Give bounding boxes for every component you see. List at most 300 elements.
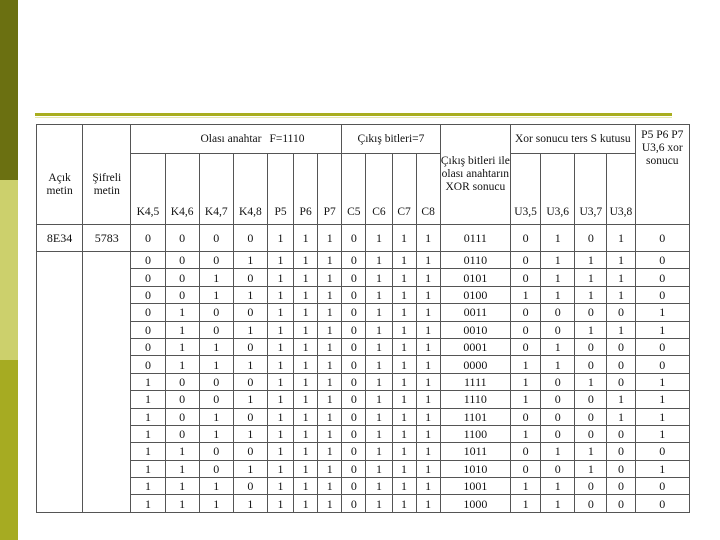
cell-empty (37, 356, 83, 373)
cell-c: 1 (392, 460, 416, 477)
cell-c: 1 (392, 443, 416, 460)
column-header: K4,5 (131, 154, 165, 225)
cell-k: 1 (131, 495, 165, 512)
cell-u: 1 (541, 252, 575, 269)
cell-xor: 1100 (440, 425, 510, 442)
cell-empty (83, 495, 131, 512)
sidebar-bar-light (0, 180, 18, 360)
cell-k: 1 (131, 443, 165, 460)
cell-c: 1 (366, 391, 392, 408)
cell-k: 1 (233, 425, 267, 442)
cell-p: 1 (294, 408, 318, 425)
cell-k: 1 (165, 443, 199, 460)
cell-c: 0 (342, 338, 366, 355)
cell-u: 1 (541, 225, 575, 252)
cell-p: 1 (267, 460, 293, 477)
cell-u: 1 (541, 478, 575, 495)
cell-c: 1 (416, 356, 440, 373)
cell-c: 0 (342, 391, 366, 408)
cell-p: 1 (318, 495, 342, 512)
cell-p: 1 (294, 478, 318, 495)
cell-u: 0 (575, 495, 607, 512)
cell-c: 1 (416, 408, 440, 425)
cell-c: 0 (342, 408, 366, 425)
cell-xor: 1010 (440, 460, 510, 477)
cell-empty (37, 286, 83, 303)
cell-k: 1 (233, 391, 267, 408)
cell-result: 1 (635, 373, 689, 390)
column-header: C7 (392, 154, 416, 225)
column-header: P6 (294, 154, 318, 225)
cell-u: 1 (607, 252, 635, 269)
cell-k: 0 (233, 443, 267, 460)
cell-u: 1 (541, 495, 575, 512)
cell-c: 0 (342, 478, 366, 495)
cell-k: 1 (165, 338, 199, 355)
sidebar-bar-mid (0, 360, 18, 540)
cell-result: 0 (635, 252, 689, 269)
cell-p: 1 (267, 304, 293, 321)
cell-p: 1 (294, 443, 318, 460)
column-header: C8 (416, 154, 440, 225)
cell-k: 0 (165, 286, 199, 303)
cell-c: 1 (416, 373, 440, 390)
cell-c: 1 (416, 269, 440, 286)
cell-c: 0 (342, 356, 366, 373)
cell-k: 1 (199, 408, 233, 425)
header-f-value: F=1110 (267, 125, 341, 154)
cell-u: 0 (541, 391, 575, 408)
cell-c: 0 (342, 286, 366, 303)
cell-empty (83, 304, 131, 321)
cell-k: 0 (165, 225, 199, 252)
cell-empty (37, 373, 83, 390)
cell-u: 1 (511, 391, 541, 408)
cell-p: 1 (294, 425, 318, 442)
cell-c: 1 (392, 286, 416, 303)
cell-p: 1 (267, 269, 293, 286)
cell-xor: 1011 (440, 443, 510, 460)
cell-u: 1 (575, 443, 607, 460)
cell-u: 1 (575, 269, 607, 286)
cell-c: 1 (366, 321, 392, 338)
cell-c: 1 (366, 460, 392, 477)
cell-empty (83, 269, 131, 286)
cell-k: 1 (165, 304, 199, 321)
cell-result: 1 (635, 391, 689, 408)
cell-u: 0 (607, 425, 635, 442)
cell-k: 1 (233, 460, 267, 477)
cell-c: 1 (366, 373, 392, 390)
cell-u: 0 (575, 338, 607, 355)
cell-p: 1 (267, 425, 293, 442)
cell-p: 1 (318, 338, 342, 355)
cell-u: 0 (607, 356, 635, 373)
cell-u: 0 (511, 321, 541, 338)
cell-k: 0 (199, 460, 233, 477)
cell-k: 0 (199, 443, 233, 460)
cell-k: 1 (199, 356, 233, 373)
table-row (37, 391, 690, 408)
cell-u: 0 (511, 269, 541, 286)
table-row (37, 425, 690, 442)
cell-p: 1 (294, 338, 318, 355)
cell-p: 1 (318, 269, 342, 286)
cell-result: 1 (635, 408, 689, 425)
cell-k: 1 (233, 495, 267, 512)
cell-p: 1 (267, 495, 293, 512)
cell-result: 0 (635, 338, 689, 355)
cell-u: 1 (511, 286, 541, 303)
column-header: U3,7 (575, 154, 607, 225)
cell-p: 1 (267, 478, 293, 495)
cell-result: 0 (635, 269, 689, 286)
cell-u: 1 (575, 460, 607, 477)
cell-c: 0 (342, 373, 366, 390)
cell-p: 1 (294, 269, 318, 286)
cell-c: 1 (416, 391, 440, 408)
cell-k: 1 (165, 460, 199, 477)
cell-u: 1 (575, 286, 607, 303)
cell-k: 0 (165, 408, 199, 425)
cell-xor: 1001 (440, 478, 510, 495)
cell-empty (83, 286, 131, 303)
cell-result: 0 (635, 225, 689, 252)
cell-c: 0 (342, 225, 366, 252)
cell-empty (37, 269, 83, 286)
cell-p: 1 (318, 478, 342, 495)
cell-xor: 0001 (440, 338, 510, 355)
column-header: P5 (267, 154, 293, 225)
cell-c: 1 (366, 495, 392, 512)
column-header: U3,8 (607, 154, 635, 225)
cell-empty (83, 252, 131, 269)
header-cikis-xor: Çıkış bitleri ile olası anahtarın XOR sonucu (440, 125, 510, 225)
column-header: K4,6 (165, 154, 199, 225)
cell-c: 1 (392, 391, 416, 408)
header-cikis-bitleri: Çıkış bitleri=7 (342, 125, 440, 154)
cell-empty (83, 356, 131, 373)
cell-p: 1 (294, 304, 318, 321)
table-row (37, 495, 690, 512)
cell-k: 0 (199, 252, 233, 269)
cell-k: 1 (131, 391, 165, 408)
cell-u: 1 (511, 495, 541, 512)
cell-c: 0 (342, 495, 366, 512)
cell-u: 0 (511, 408, 541, 425)
cell-p: 1 (318, 460, 342, 477)
table-row (37, 478, 690, 495)
cell-c: 1 (392, 304, 416, 321)
cell-u: 1 (511, 373, 541, 390)
cell-k: 0 (165, 269, 199, 286)
cell-p: 1 (294, 460, 318, 477)
table-row (37, 269, 690, 286)
sidebar-bar-dark (0, 0, 18, 180)
table-row (37, 304, 690, 321)
cell-u: 1 (511, 425, 541, 442)
cell-result: 0 (635, 286, 689, 303)
cell-k: 1 (233, 286, 267, 303)
cell-xor: 0111 (440, 225, 510, 252)
cell-k: 1 (199, 269, 233, 286)
cell-k: 0 (199, 321, 233, 338)
cell-k: 0 (165, 425, 199, 442)
cell-empty (83, 408, 131, 425)
cell-u: 0 (541, 425, 575, 442)
cell-k: 1 (199, 286, 233, 303)
cell-c: 1 (416, 225, 440, 252)
cell-xor: 0011 (440, 304, 510, 321)
cell-c: 1 (392, 425, 416, 442)
cell-empty (83, 391, 131, 408)
cell-c: 1 (416, 460, 440, 477)
cell-u: 1 (541, 286, 575, 303)
cell-u: 0 (541, 321, 575, 338)
cell-c: 1 (416, 252, 440, 269)
cell-empty (37, 338, 83, 355)
cell-c: 0 (342, 269, 366, 286)
cell-u: 0 (607, 443, 635, 460)
cell-u: 1 (511, 356, 541, 373)
cell-u: 0 (511, 252, 541, 269)
cell-k: 1 (165, 495, 199, 512)
cell-k: 0 (233, 338, 267, 355)
cell-u: 0 (541, 408, 575, 425)
cell-c: 1 (366, 269, 392, 286)
cell-c: 1 (366, 443, 392, 460)
cell-p: 1 (267, 252, 293, 269)
cell-p: 1 (267, 443, 293, 460)
cell-c: 1 (392, 269, 416, 286)
cell-p: 1 (318, 286, 342, 303)
table-row (37, 443, 690, 460)
cell-k: 1 (199, 338, 233, 355)
cell-u: 0 (511, 460, 541, 477)
cell-k: 1 (131, 425, 165, 442)
cell-u: 1 (541, 338, 575, 355)
cell-u: 1 (607, 321, 635, 338)
cell-p: 1 (294, 225, 318, 252)
cell-k: 1 (233, 252, 267, 269)
cell-empty (83, 373, 131, 390)
cell-p: 1 (267, 286, 293, 303)
cell-xor: 0101 (440, 269, 510, 286)
cell-u: 1 (575, 373, 607, 390)
cell-c: 1 (416, 425, 440, 442)
cell-k: 0 (131, 225, 165, 252)
table-row (37, 286, 690, 303)
cell-u: 0 (607, 495, 635, 512)
cell-u: 1 (541, 443, 575, 460)
cell-k: 0 (165, 391, 199, 408)
cell-p: 1 (267, 356, 293, 373)
cell-c: 0 (342, 443, 366, 460)
cell-c: 1 (392, 495, 416, 512)
table-row (37, 460, 690, 477)
cell-xor: 1111 (440, 373, 510, 390)
cell-p: 1 (294, 356, 318, 373)
cell-u: 0 (607, 338, 635, 355)
cell-k: 1 (199, 478, 233, 495)
cell-k: 1 (131, 408, 165, 425)
cell-u: 0 (511, 338, 541, 355)
cell-k: 0 (233, 408, 267, 425)
cell-u: 1 (541, 269, 575, 286)
cell-p: 1 (318, 304, 342, 321)
table-row (37, 356, 690, 373)
cell-p: 1 (294, 286, 318, 303)
cell-c: 1 (392, 373, 416, 390)
cell-k: 0 (165, 373, 199, 390)
cell-sifreli-metin: 5783 (83, 225, 131, 252)
cell-xor: 0100 (440, 286, 510, 303)
table-row (37, 408, 690, 425)
cell-p: 1 (318, 425, 342, 442)
cell-c: 0 (342, 252, 366, 269)
table-row (37, 321, 690, 338)
cell-empty (37, 495, 83, 512)
cell-result: 1 (635, 321, 689, 338)
cell-k: 0 (131, 338, 165, 355)
cell-k: 1 (131, 373, 165, 390)
cell-u: 1 (607, 225, 635, 252)
cell-c: 0 (342, 304, 366, 321)
cell-c: 1 (366, 356, 392, 373)
column-header: U3,5 (511, 154, 541, 225)
cell-p: 1 (318, 321, 342, 338)
cell-k: 0 (233, 269, 267, 286)
cell-c: 1 (392, 321, 416, 338)
cell-c: 1 (416, 495, 440, 512)
column-header: P7 (318, 154, 342, 225)
header-xor-sbox: Xor sonucu ters S kutusu (511, 125, 636, 154)
cell-u: 0 (607, 373, 635, 390)
cell-u: 1 (607, 391, 635, 408)
cell-empty (37, 443, 83, 460)
cell-u: 0 (575, 225, 607, 252)
cell-u: 1 (607, 408, 635, 425)
table-row (37, 338, 690, 355)
column-header: U3,6 (541, 154, 575, 225)
cell-xor: 0110 (440, 252, 510, 269)
cell-empty (37, 478, 83, 495)
cell-c: 1 (392, 338, 416, 355)
cell-c: 1 (416, 321, 440, 338)
cell-k: 0 (233, 373, 267, 390)
cell-empty (37, 304, 83, 321)
cell-xor: 0000 (440, 356, 510, 373)
cell-c: 1 (366, 478, 392, 495)
cell-acik-metin: 8E34 (37, 225, 83, 252)
cell-c: 1 (392, 225, 416, 252)
cell-xor: 1101 (440, 408, 510, 425)
header-sifreli-metin: Şifreli metin (83, 125, 131, 225)
cell-k: 0 (233, 304, 267, 321)
cell-p: 1 (294, 373, 318, 390)
cell-k: 1 (233, 356, 267, 373)
cell-k: 0 (199, 373, 233, 390)
cell-empty (37, 408, 83, 425)
cell-p: 1 (294, 391, 318, 408)
cell-k: 1 (165, 321, 199, 338)
cell-c: 0 (342, 321, 366, 338)
cell-c: 1 (392, 408, 416, 425)
cell-c: 1 (392, 356, 416, 373)
cell-result: 1 (635, 425, 689, 442)
cell-p: 1 (318, 225, 342, 252)
cell-u: 0 (607, 460, 635, 477)
column-header: C5 (342, 154, 366, 225)
cell-empty (37, 425, 83, 442)
cell-c: 1 (416, 338, 440, 355)
cell-u: 1 (607, 269, 635, 286)
key-analysis-table (36, 124, 690, 513)
cell-k: 1 (131, 460, 165, 477)
cell-p: 1 (318, 391, 342, 408)
cell-k: 0 (131, 269, 165, 286)
cell-u: 0 (575, 478, 607, 495)
cell-k: 0 (131, 304, 165, 321)
cell-u: 0 (575, 391, 607, 408)
cell-p: 1 (294, 252, 318, 269)
cell-empty (37, 391, 83, 408)
cell-c: 1 (416, 286, 440, 303)
cell-k: 0 (233, 225, 267, 252)
cell-u: 0 (511, 443, 541, 460)
cell-empty (37, 252, 83, 269)
column-header: C6 (366, 154, 392, 225)
cell-xor: 1000 (440, 495, 510, 512)
cell-p: 1 (267, 391, 293, 408)
cell-p: 1 (267, 338, 293, 355)
cell-empty (83, 425, 131, 442)
cell-p: 1 (318, 356, 342, 373)
title-rule-shadow (35, 117, 672, 118)
cell-c: 0 (342, 460, 366, 477)
cell-empty (83, 443, 131, 460)
cell-result: 0 (635, 478, 689, 495)
cell-u: 0 (541, 460, 575, 477)
cell-result: 0 (635, 495, 689, 512)
cell-p: 1 (318, 252, 342, 269)
cell-k: 0 (199, 304, 233, 321)
cell-p: 1 (267, 225, 293, 252)
cell-k: 0 (131, 356, 165, 373)
cell-c: 1 (366, 225, 392, 252)
header-acik-metin: Açık metin (37, 125, 83, 225)
cell-empty (37, 321, 83, 338)
cell-result: 0 (635, 443, 689, 460)
cell-u: 1 (511, 478, 541, 495)
cell-p: 1 (267, 321, 293, 338)
cell-result: 0 (635, 356, 689, 373)
cell-c: 1 (366, 408, 392, 425)
cell-k: 1 (165, 478, 199, 495)
column-header: K4,8 (233, 154, 267, 225)
cell-c: 1 (416, 304, 440, 321)
cell-empty (83, 338, 131, 355)
cell-u: 0 (511, 304, 541, 321)
cell-k: 1 (131, 478, 165, 495)
cell-empty (37, 460, 83, 477)
cell-empty (83, 478, 131, 495)
cell-p: 1 (294, 321, 318, 338)
cell-empty (83, 321, 131, 338)
cell-u: 0 (575, 408, 607, 425)
cell-k: 0 (165, 252, 199, 269)
cell-u: 0 (575, 425, 607, 442)
